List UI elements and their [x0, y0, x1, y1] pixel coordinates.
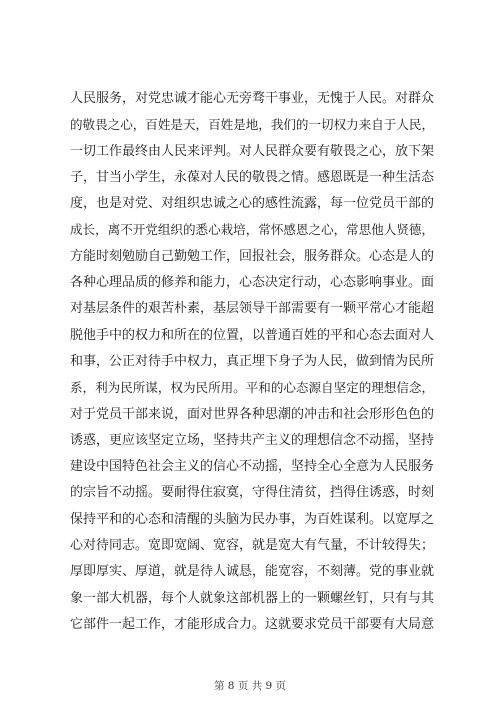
text-line: 对基层条件的艰苦朴素，基层领导干部需要有一颗平常心才能超 [70, 301, 434, 317]
text-line: 脱他手中的权力和所在的位置，以普通百姓的平和心态去面对人 [70, 327, 434, 343]
text-line: 的宗旨不动摇。要耐得住寂寞，守得住清贫，挡得住诱惑，时刻 [70, 485, 434, 501]
text-line: 诱惑，更应该坚定立场，坚持共产主义的理想信念不动摇，坚持 [70, 432, 434, 448]
text-line: 它部件一起工作，才能形成合力。这就要求党员干部要有大局意 [70, 616, 434, 632]
text-line: 成长，离不开党组织的悉心栽培，常怀感恩之心，常思他人贤德， [70, 222, 434, 238]
text-line: 度，也是对党、对组织忠诚之心的感性流露，每一位党员干部的 [70, 196, 434, 212]
text-line: 象一部大机器，每个人就象这部机器上的一颗螺丝钉，只有与其 [70, 590, 434, 606]
body-text [70, 86, 434, 638]
text-line: 的敬畏之心，百姓是天，百姓是地，我们的一切权力来自于人民， [70, 117, 434, 133]
text-line: 各种心理品质的修养和能力，心态决定行动，心态影响事业。面 [70, 275, 434, 291]
text-line: 保持平和的心态和清醒的头脑为民办事，为百姓谋利。以宽厚之 [70, 511, 434, 527]
text-line: 建设中国特色社会主义的信心不动摇，坚持全心全意为人民服务 [70, 459, 434, 475]
text-line: 子，甘当小学生，永葆对人民的敬畏之情。感恩既是一种生活态 [70, 169, 434, 185]
page-number-footer: 第 8 页 共 9 页 [213, 680, 287, 692]
text-line: 系，利为民所谋，权为民所用。平和的心态源自坚定的理想信念， [70, 380, 434, 396]
text-line: 一切工作最终由人民来评判。对人民群众要有敬畏之心，放下架 [70, 143, 434, 159]
text-line: 心对待同志。宽即宽阔、宽容，就是宽大有气量，不计较得失； [70, 538, 434, 554]
text-line: 人民服务，对党忠诚才能心无旁骛干事业，无愧于人民。对群众 [70, 91, 434, 106]
text-line: 对于党员干部来说，面对世界各种思潮的冲击和社会形形色色的 [70, 406, 434, 422]
text-line: 和事，公正对待手中权力，真正埋下身子为人民，做到情为民所 [70, 353, 434, 369]
text-line: 方能时刻勉励自己勤勉工作，回报社会，服务群众。心态是人的 [70, 248, 434, 264]
text-line: 厚即厚实、厚道，就是待人诚恳，能宽容，不刻薄。党的事业就 [70, 564, 434, 580]
